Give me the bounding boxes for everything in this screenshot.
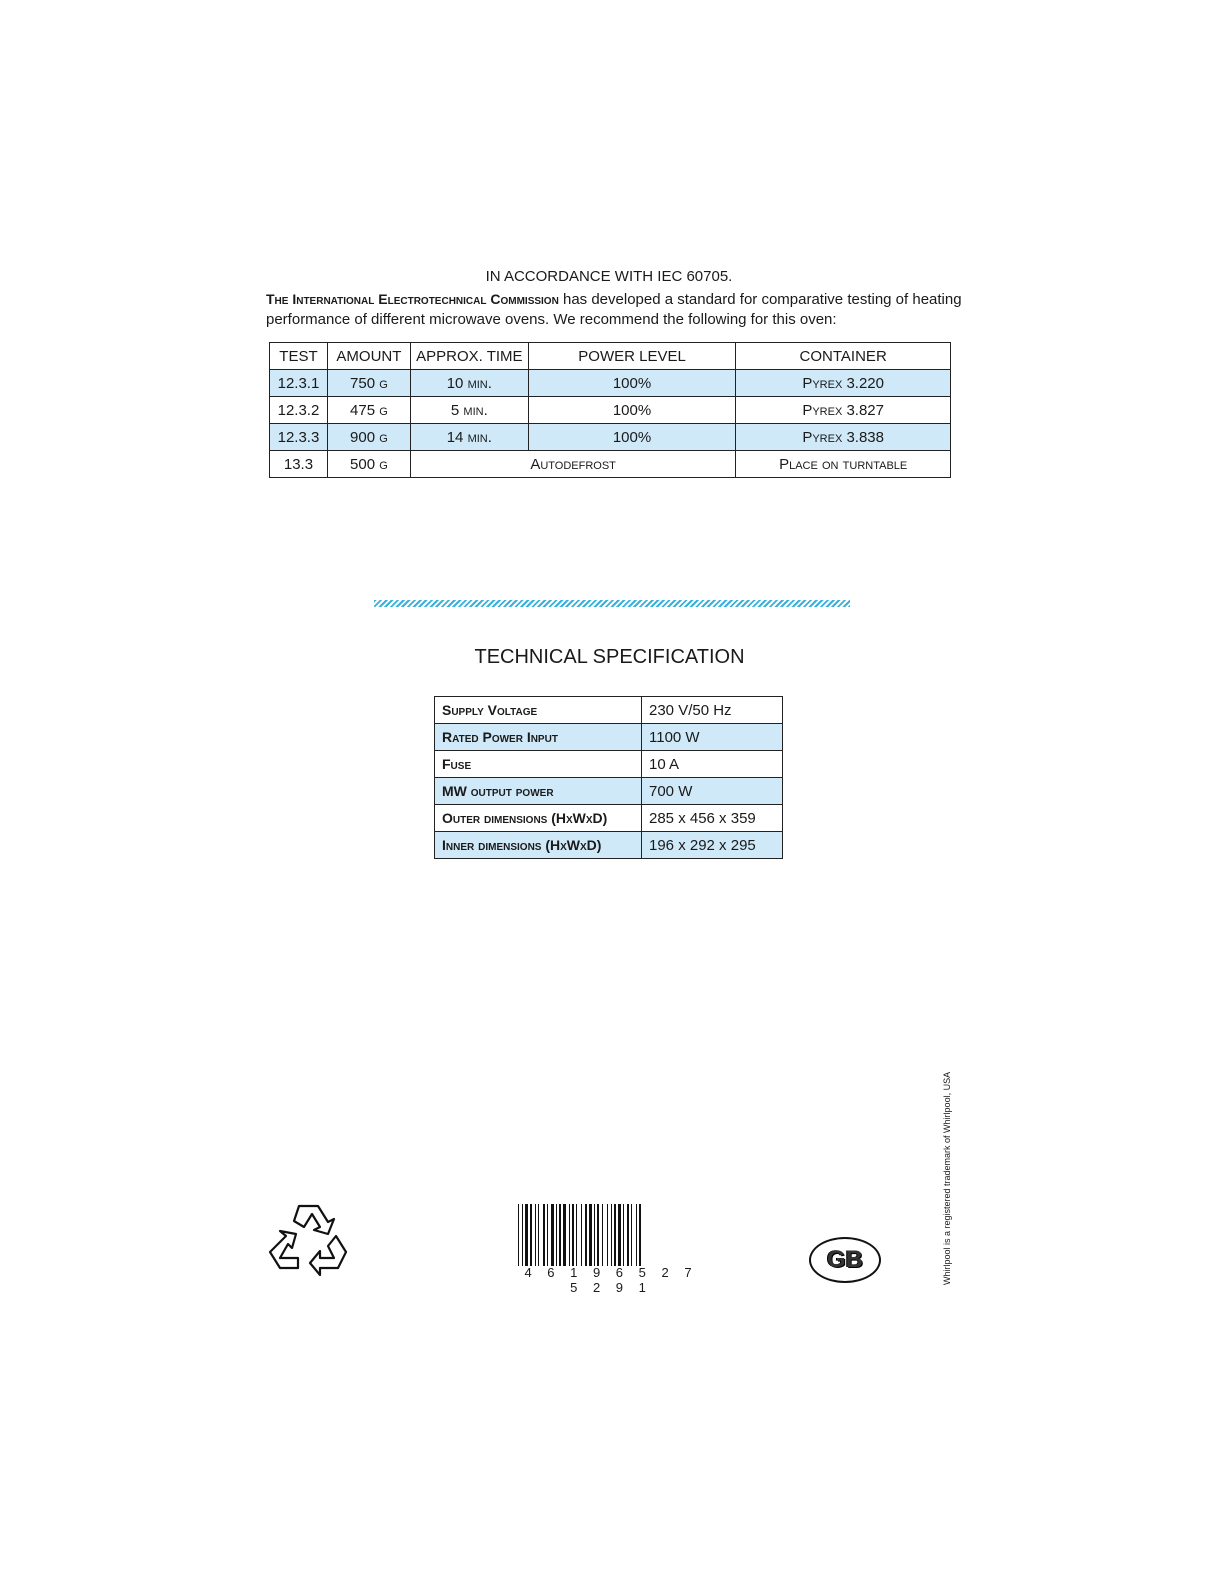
- barcode-bar: [623, 1204, 624, 1266]
- spec-value: 700 W: [642, 778, 783, 805]
- test-id: 12.3.2: [270, 397, 328, 424]
- recycle-icon: [266, 1200, 352, 1288]
- barcode: [516, 1204, 706, 1268]
- time-cell: 10 min.: [410, 370, 528, 397]
- power-cell: 100%: [528, 397, 736, 424]
- barcode-bar: [538, 1204, 539, 1266]
- barcode-bar: [559, 1204, 561, 1266]
- barcode-bar: [576, 1204, 577, 1266]
- barcode-bar: [611, 1204, 612, 1266]
- barcode-bar: [614, 1204, 616, 1266]
- table-row: [270, 451, 951, 478]
- spec-row: [435, 697, 783, 724]
- country-badge: GB: [809, 1237, 881, 1283]
- container-cell: Place on turntable: [736, 451, 951, 478]
- barcode-bar: [525, 1204, 528, 1266]
- barcode-bar: [636, 1204, 637, 1266]
- spec-table: [434, 696, 783, 859]
- intro-paragraph: [266, 289, 966, 330]
- amount-cell: 475 g: [327, 397, 410, 424]
- test-id: 12.3.1: [270, 370, 328, 397]
- spec-row: [435, 751, 783, 778]
- trademark-note: Whirlpool is a registered trademark of Whirlpool, USA: [942, 1071, 952, 1285]
- barcode-bar: [543, 1204, 545, 1266]
- power-cell: 100%: [528, 424, 736, 451]
- intro-title: IN ACCORDANCE WITH IEC 60705.: [485, 268, 733, 285]
- barcode-bar: [563, 1204, 566, 1266]
- spec-row: [435, 778, 783, 805]
- table-row: [270, 424, 951, 451]
- header-time: APPROX. TIME: [410, 343, 528, 370]
- commission-name: The International Electrotechnical Commission: [266, 291, 559, 307]
- barcode-bar: [589, 1204, 592, 1266]
- test-id: 13.3: [270, 451, 328, 478]
- barcode-bar: [535, 1204, 536, 1266]
- spec-value: 285 x 456 x 359: [642, 805, 783, 832]
- container-cell: Pyrex 3.220: [736, 370, 951, 397]
- test-table: [269, 342, 951, 478]
- barcode-bar: [556, 1204, 557, 1266]
- header-power: POWER LEVEL: [528, 343, 736, 370]
- barcode-bar: [594, 1204, 595, 1266]
- barcode-bar: [627, 1204, 629, 1266]
- header-container: CONTAINER: [736, 343, 951, 370]
- intro-body: has developed a standard for comparative testing of heating performance of different microwave ovens. We recommend the following for this oven:: [266, 291, 962, 328]
- container-cell: Pyrex 3.827: [736, 397, 951, 424]
- barcode-bar: [631, 1204, 632, 1266]
- test-table-header: [270, 343, 951, 370]
- spec-label: Outer dimensions (HxWxD): [435, 805, 642, 832]
- spec-row: [435, 805, 783, 832]
- time-cell: 14 min.: [410, 424, 528, 451]
- spec-label: Supply Voltage: [435, 697, 642, 724]
- barcode-bar: [551, 1204, 554, 1266]
- program-cell: Autodefrost: [410, 451, 735, 478]
- table-row: [270, 370, 951, 397]
- barcode-bar: [522, 1204, 523, 1266]
- barcode-bar: [572, 1204, 574, 1266]
- spec-label: Rated Power Input: [435, 724, 642, 751]
- spec-value: 230 V/50 Hz: [642, 697, 783, 724]
- barcode-bar: [518, 1204, 519, 1266]
- barcode-bar: [530, 1204, 532, 1266]
- spec-value: 1100 W: [642, 724, 783, 751]
- barcode-number: 4 6 1 9 6 5 2 7 5 2 9 1: [524, 1265, 698, 1295]
- time-cell: 5 min.: [410, 397, 528, 424]
- header-amount: AMOUNT: [327, 343, 410, 370]
- test-id: 12.3.3: [270, 424, 328, 451]
- spec-label: Inner dimensions (HxWxD): [435, 832, 642, 859]
- barcode-bar: [597, 1204, 599, 1266]
- barcode-bar: [602, 1204, 603, 1266]
- spec-row: [435, 832, 783, 859]
- barcode-bar: [607, 1204, 608, 1266]
- barcode-bar: [639, 1204, 641, 1266]
- spec-value: 196 x 292 x 295: [642, 832, 783, 859]
- spec-label: MW output power: [435, 778, 642, 805]
- barcode-bar: [618, 1204, 621, 1266]
- header-test: TEST: [270, 343, 328, 370]
- power-cell: 100%: [528, 370, 736, 397]
- amount-cell: 500 g: [327, 451, 410, 478]
- barcode-bar: [581, 1204, 582, 1266]
- spec-title: TECHNICAL SPECIFICATION: [474, 646, 745, 668]
- spec-value: 10 A: [642, 751, 783, 778]
- barcode-bar: [569, 1204, 570, 1266]
- amount-cell: 750 g: [327, 370, 410, 397]
- table-row: [270, 397, 951, 424]
- decorative-stripe: [374, 600, 850, 607]
- barcode-bar: [547, 1204, 548, 1266]
- barcode-bar: [585, 1204, 587, 1266]
- spec-label: Fuse: [435, 751, 642, 778]
- amount-cell: 900 g: [327, 424, 410, 451]
- container-cell: Pyrex 3.838: [736, 424, 951, 451]
- spec-row: [435, 724, 783, 751]
